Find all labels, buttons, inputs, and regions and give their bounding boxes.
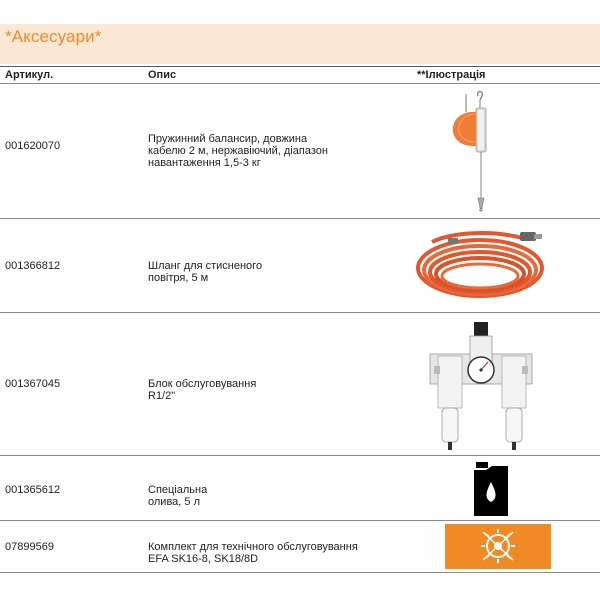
description-line: повітря, 5 м <box>148 272 209 284</box>
maintenance-kit-icon <box>445 524 551 569</box>
description-line: Пружинний балансир, довжина <box>148 133 308 145</box>
description <box>148 260 373 284</box>
air-hose-icon <box>412 222 552 308</box>
article-number: 001365612 <box>5 484 61 496</box>
description-line: EFA SK16-8, SK18/8D <box>148 553 259 565</box>
description-line: Блок обслуговування <box>148 378 257 390</box>
row-divider <box>0 455 600 456</box>
description-line: кабелю 2 м, нержавіючий, діапазон <box>148 145 328 157</box>
row-divider <box>0 520 600 521</box>
description <box>148 378 373 402</box>
description <box>148 541 408 565</box>
description <box>148 133 373 169</box>
header-bottom-border <box>0 83 600 84</box>
row-divider <box>0 218 600 219</box>
service-unit-icon <box>426 318 536 454</box>
article-number: 001367045 <box>5 378 61 390</box>
oil-canister-icon <box>470 460 512 518</box>
header-illustration: **Ілюстрація <box>417 69 486 81</box>
row-divider <box>0 572 600 573</box>
description-line: Спеціальна <box>148 484 208 496</box>
description-line: навантаження 1,5-3 кг <box>148 157 261 169</box>
article-number: 001620070 <box>5 140 61 152</box>
description <box>148 484 373 508</box>
description-line: олива, 5 л <box>148 496 200 508</box>
description-line: Комплект для технічного обслуговування <box>148 541 358 553</box>
description-line: Шланг для стисненого <box>148 260 263 272</box>
header-article: Артикул. <box>5 69 54 81</box>
header-description: Опис <box>148 69 177 81</box>
article-number: 07899569 <box>5 541 54 553</box>
description-line: R1/2" <box>148 390 176 402</box>
row-divider <box>0 312 600 313</box>
section-title: *Аксесуари* <box>5 27 102 46</box>
table-top-border <box>0 66 600 67</box>
article-number: 001366812 <box>5 260 61 272</box>
section-title-bar <box>0 24 600 64</box>
spring-balancer-icon <box>440 88 520 214</box>
